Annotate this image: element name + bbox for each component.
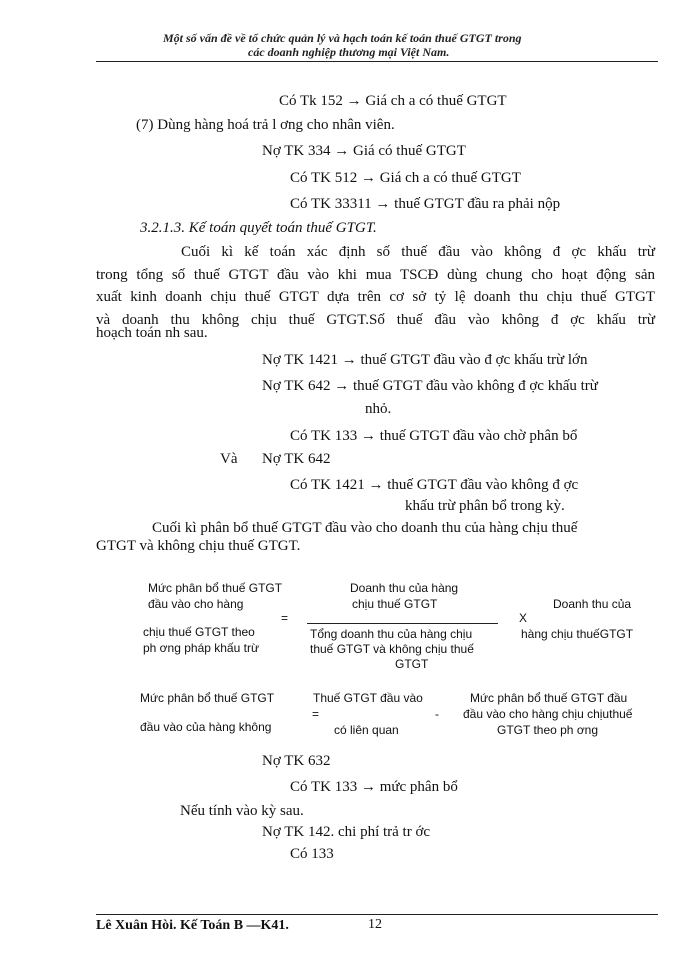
entry-line-cont: nhỏ. [365,401,392,417]
header-line-1: Một số vấn đề về tổ chức quản lý và hạch toán kế toán thuế GTGT trong [163,31,522,45]
formula1-left: ph ơng pháp khấu trừ [143,641,259,655]
entry-line: Có TK 133 → thuế GTGT đầu vào chờ phân bổ [290,428,578,444]
and-label: Và [220,451,238,467]
entry-line: Có TK 133 → mức phân bổ [290,779,458,795]
entry-line: Nợ TK 642 [262,451,331,467]
entry-line: Có TK 33311 → thuế GTGT đầu ra phải nộp [290,196,561,212]
formula1-right: hàng chịu thuếGTGT [521,627,634,641]
formula2-left: đầu vào của hàng không [140,720,272,734]
fraction-bar [307,623,498,624]
footer-author: Lê Xuân Hòi. Kế Toán B —K41. [96,918,289,933]
entry-line: Nợ TK 334 → Giá có thuế GTGT [262,143,466,159]
formula2-middle: Thuế GTGT đầu vào [313,691,423,705]
paragraph-line: hoạch toán nh sau. [96,325,208,341]
paragraph-line: trong tổng số thuế GTGT đầu vào khi mua TSCĐ dùng chung cho hoạt động sản [96,267,655,283]
formula2-right: GTGT theo ph ơng [497,723,599,737]
formula1-numerator: chịu thuế GTGT [352,597,438,611]
formula1-times: X [519,611,528,625]
entry-line-cont: khấu trừ phân bổ trong kỳ. [405,498,565,514]
formula2-right: Mức phân bổ thuế GTGT đầu [470,691,628,705]
item-7: (7) Dùng hàng hoá trả l ơng cho nhân viên. [136,117,395,133]
formula1-left: Mức phân bổ thuế GTGT [148,581,283,595]
formula1-denominator: GTGT [395,657,429,671]
formula1-right: Doanh thu của [553,597,632,611]
paragraph-line: Cuối kì phân bổ thuế GTGT đầu vào cho doanh thu của hàng chịu thuế [152,520,578,536]
formula1-left: đầu vào cho hàng [148,597,244,611]
formula1-left: chịu thuế GTGT theo [143,625,255,639]
formula2-middle: có liên quan [334,723,399,737]
entry-line: Có 133 [290,846,334,862]
entry-line: Có TK 512 → Giá ch a có thuế GTGT [290,170,521,186]
footer-rule [96,914,658,915]
note-line: Nếu tính vào kỳ sau. [180,803,304,819]
formula2-equals: = [312,707,320,721]
formula1-denominator: Tổng doanh thu của hàng chịu [310,627,473,641]
paragraph-line: GTGT và không chịu thuế GTGT. [96,538,301,554]
formula1-denominator: thuế GTGT và không chịu thuế [310,642,474,656]
formula2-minus: - [435,707,439,721]
page-number: 12 [368,917,382,932]
entry-line: Có Tk 152 → Giá ch a có thuế GTGT [279,93,507,109]
entry-line: Có TK 1421 → thuế GTGT đầu vào không đ ợc [290,477,579,493]
paragraph-line: và doanh thu không chịu thuế GTGT.Số thuế đầu vào không đ ợc khấu trừ [96,312,655,328]
section-heading: 3.2.1.3. Kế toán quyết toán thuế GTGT. [140,220,377,236]
header-rule [96,61,658,62]
entry-line: Nợ TK 642 → thuế GTGT đầu vào không đ ợc khấu trừ [262,378,598,394]
paragraph-line: xuất kinh doanh chịu thuế GTGT dựa trên cơ sở tỷ lệ doanh thu chịu thuế GTGT [96,289,655,305]
entry-line: Nợ TK 1421 → thuế GTGT đầu vào đ ợc khấu trừ lớn [262,352,588,368]
paragraph-line: Cuối kì kế toán xác định số thuế đầu vào không đ ợc khấu trừ [181,244,655,260]
formula1-equals: = [281,611,289,625]
formula2-right: đầu vào cho hàng chịu chịuthuế [463,707,633,721]
entry-line: Nợ TK 142. chi phí trả tr ớc [262,824,431,840]
formula2-left: Mức phân bổ thuế GTGT [140,691,275,705]
header-line-2: các doanh nghiệp thương mại Việt Nam. [248,45,450,59]
formula1-numerator: Doanh thu của hàng [350,581,459,595]
entry-line: Nợ TK 632 [262,753,331,769]
